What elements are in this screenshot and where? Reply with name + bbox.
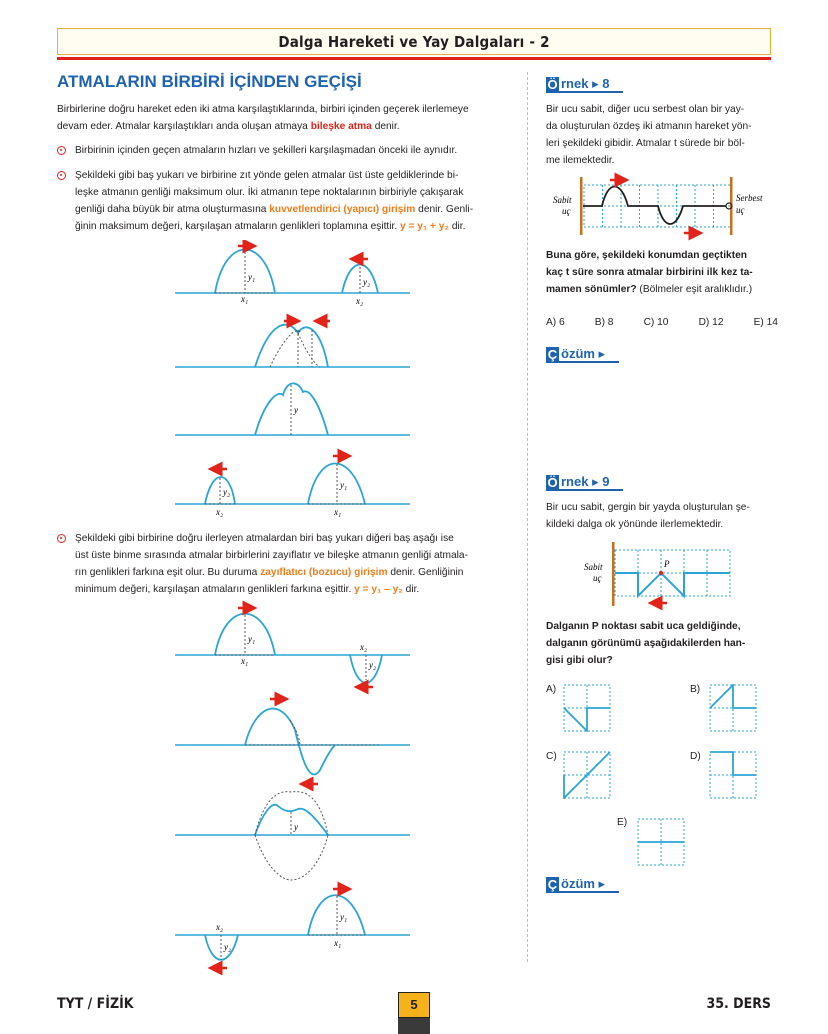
option-d[interactable]: D) 12: [698, 317, 724, 328]
footer-subject: TYT / FİZİK: [57, 996, 134, 1012]
solution-tag: Ç özüm ▸: [546, 347, 619, 363]
example-8-question: Buna göre, şekildeki konumdan geçtikten kaç t süre sonra atmalar birbirini ilk kez ta- mamen sönümler? (Bölmeler eşit aralıklıdır.): [546, 250, 753, 295]
option-b-label[interactable]: B): [690, 684, 701, 695]
svg-text:y₁: y₁: [248, 634, 256, 644]
option-e-figure[interactable]: [637, 818, 685, 866]
figure-opposite-superposition: [175, 792, 410, 880]
option-b[interactable]: B) 8: [594, 317, 614, 328]
svg-text:x₁: x₁: [334, 938, 342, 948]
term-resultant-pulse: bileşke atma: [310, 121, 372, 132]
option-a-label[interactable]: A): [546, 684, 557, 695]
figure-after-passing: [175, 456, 410, 517]
bullet-icon: [57, 171, 69, 183]
formula-difference: y = y₁ – y₂: [354, 584, 403, 595]
footer-lesson: 35. DERS: [706, 996, 771, 1012]
bullet-icon: [57, 534, 69, 546]
example-9-tag: Ö rnek ▸ 9: [546, 475, 623, 491]
option-b-figure[interactable]: [709, 684, 757, 732]
figure-before-meeting: [175, 246, 410, 306]
formula-sum: y = y₁ + y₂: [400, 221, 449, 232]
fixed-end-rod: [580, 177, 583, 235]
figure-opposite-meeting: [175, 699, 410, 784]
svg-text:uç: uç: [736, 205, 745, 215]
intro-line-2: devam eder. Atmalar karşılaştıkları anda oluşan atmaya bileşke atma denir.: [57, 121, 400, 132]
figure-superposition: [175, 383, 410, 435]
example-9-figure: [580, 540, 740, 610]
example-8-figure: [546, 172, 776, 242]
option-e-label[interactable]: E): [617, 817, 628, 828]
example-8-tag: Ö rnek ▸ 8: [546, 77, 623, 93]
svg-text:y₂: y₂: [223, 487, 231, 497]
svg-text:uç: uç: [562, 206, 571, 216]
svg-text:x₁: x₁: [334, 507, 342, 517]
destructive-interference-figures: [170, 600, 415, 975]
solution-tag-2: Ç özüm ▸: [546, 877, 619, 893]
svg-text:P: P: [664, 559, 670, 569]
label-y2: y₂: [363, 277, 371, 287]
option-d-figure[interactable]: [709, 751, 757, 799]
svg-text:y₁: y₁: [340, 912, 348, 922]
example-9-question: Dalganın P noktası sabit uca geldiğinde, dalganın görünümü aşağıdakilerden han- gisi gibi olur?: [546, 621, 746, 666]
svg-text:uç: uç: [593, 573, 602, 583]
option-c[interactable]: C) 10: [643, 317, 669, 328]
header-title: Dalga Hareketi ve Yay Dalgaları - 2: [278, 32, 550, 51]
header-bar: [57, 28, 771, 55]
figure-opposite-after: [175, 889, 410, 968]
label-x1: x₁: [241, 294, 249, 304]
svg-text:Sabit: Sabit: [553, 195, 572, 205]
section-title: ATMALARIN BİRBİRİ İÇİNDEN GEÇİŞİ: [57, 72, 362, 91]
svg-text:x₂: x₂: [360, 642, 368, 652]
svg-text:y: y: [294, 822, 298, 832]
figure-opposite-before: [175, 608, 410, 687]
svg-text:y₂: y₂: [224, 942, 232, 952]
label-y1: y₁: [248, 272, 256, 282]
example-8-text: Bir ucu sabit, diğer ucu serbest olan bir yay- da oluşturulan özdeş iki atmanın hareket yön- leri şekildeki gibidir. Atmalar t sürede bir böl- me ilemektedir.: [546, 104, 752, 166]
figure-meeting: [175, 321, 410, 367]
svg-text:x₂: x₂: [216, 922, 224, 932]
option-a[interactable]: A) 6: [546, 317, 565, 328]
option-e[interactable]: E) 14: [753, 317, 778, 328]
label-x2: x₂: [356, 296, 364, 306]
option-c-label[interactable]: C): [546, 751, 557, 762]
term-destructive-interference: zayıflatıcı (bozucu) girişim: [260, 567, 388, 578]
option-a-figure[interactable]: [563, 684, 611, 732]
column-divider: [527, 72, 528, 962]
intro-paragraph: [57, 101, 517, 135]
option-c-figure[interactable]: [563, 751, 611, 799]
option-d-label[interactable]: D): [690, 751, 701, 762]
svg-text:y₁: y₁: [340, 480, 348, 490]
svg-text:Serbest: Serbest: [736, 193, 763, 203]
constructive-interference-figures: [170, 240, 415, 522]
bullet-3-text: Şekildeki gibi birbirine doğru ilerleyen atmalardan biri baş yukarı diğeri baş aşağı ise üst üste binme sırasında atmalar birbirlerini zayıflatır ve bileşke atmanın genliği atmala- rın genlikleri farkına eşit olur. Bu duruma zayıflatıcı (bozucu) girişim denir. Genliğinin minimum değeri, karşılaşan atmaların genlikleri farkına eşittir. y = y₁ – y₂ dir.: [75, 533, 468, 595]
bullet-2-text: Şekildeki gibi baş yukarı ve birbirine zıt yönde gelen atmalar üst üste geldiklerinde bi- leşke atmanın genliği maksimum olur. İki atmanın tepe noktalarının birbiriyle çakışarak genliği daha büyük bir atma oluşturmasına kuvvetlendirici (yapıcı) girişim denir. Genli- ğinin maksimum değeri, karşılaşan atmaların genlikleri toplamına eşittir. y = y₁ + y₂ dir.: [75, 170, 474, 232]
bullet-icon: [57, 146, 69, 158]
svg-text:x₁: x₁: [241, 656, 249, 666]
label-y: y: [294, 405, 298, 415]
svg-text:x₂: x₂: [216, 507, 224, 517]
svg-text:Sabit: Sabit: [584, 562, 603, 572]
page-number-tab: [398, 1018, 430, 1034]
intro-line-1: Birbirlerine doğru hareket eden iki atma karşılaştıklarında, birbiri içinden geçerek ilerlemeye: [57, 104, 469, 115]
example-9-text: Bir ucu sabit, gergin bir yayda oluşturulan şe- kildeki dalga ok yönünde ilerlemektedir.: [546, 502, 750, 530]
example-8-options: [546, 317, 778, 328]
bullet-1-text: Birbirinin içinden geçen atmaların hızları ve şekilleri karşılaşmadan önceki ile aynıdır.: [75, 145, 458, 156]
svg-text:y₂: y₂: [369, 660, 377, 670]
header-rule: [57, 57, 771, 60]
page-number: 5: [398, 992, 430, 1018]
term-constructive-interference: kuvvetlendirici (yapıcı) girişim: [269, 204, 416, 215]
